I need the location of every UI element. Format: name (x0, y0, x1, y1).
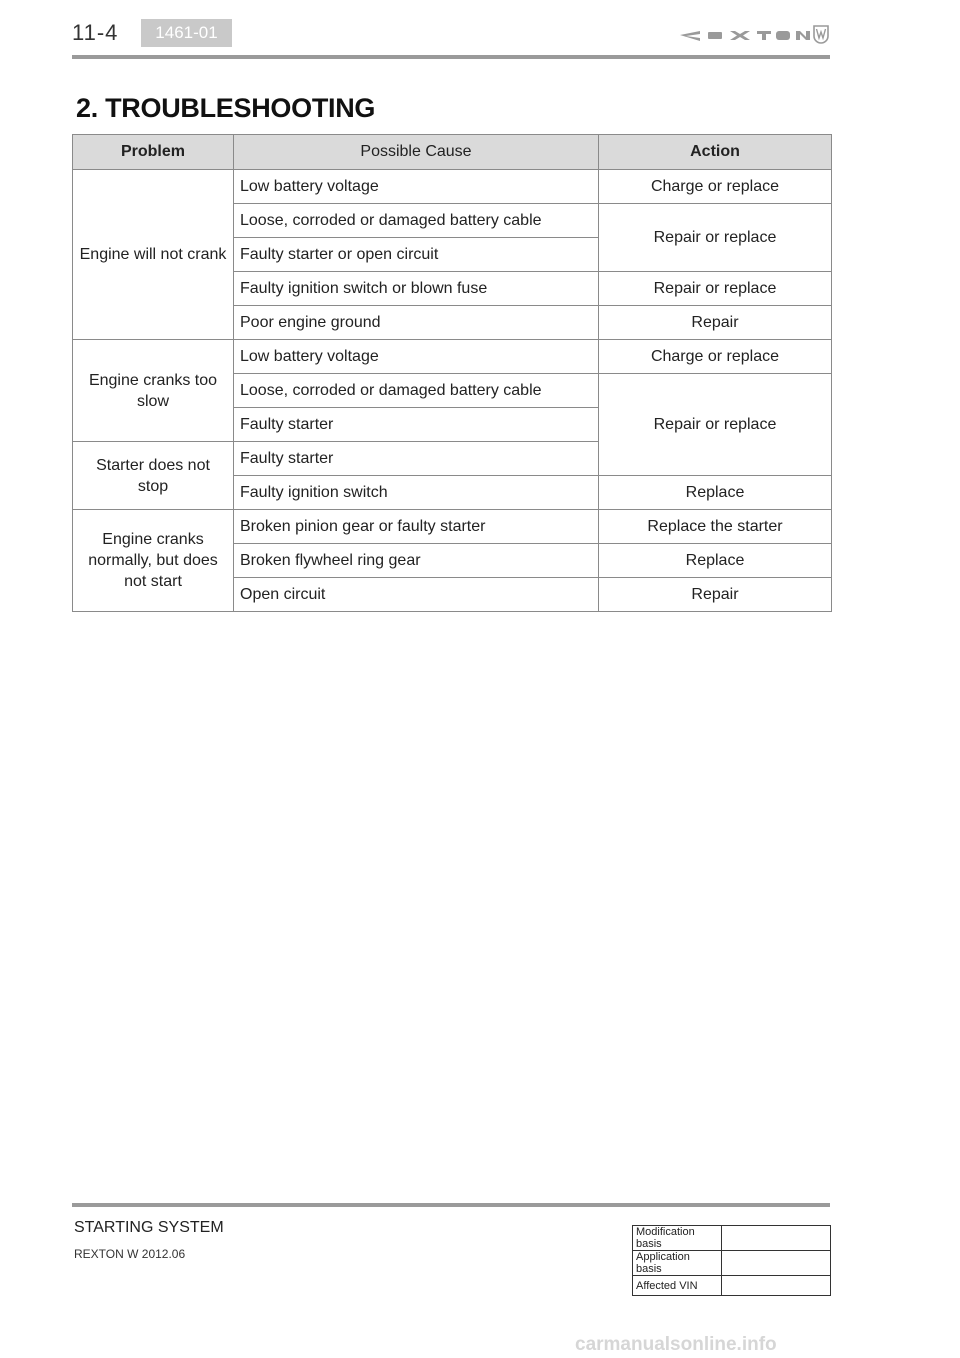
problem-cell: Starter does not stop (73, 442, 234, 510)
problem-cell: Engine cranks too slow (73, 340, 234, 442)
header-possible-cause: Possible Cause (234, 135, 599, 170)
footer-rule (72, 1203, 830, 1207)
table-row (73, 510, 832, 544)
logo-e-mark (708, 32, 722, 39)
troubleshooting-table (72, 134, 832, 612)
cause-cell: Broken flywheel ring gear (234, 544, 599, 578)
logo-x-mark (730, 31, 750, 40)
cause-cell: Poor engine ground (234, 306, 599, 340)
action-cell: Repair (599, 306, 832, 340)
action-cell: Repair or replace (599, 374, 832, 476)
action-cell: Replace (599, 476, 832, 510)
logo-t-stem (762, 34, 766, 40)
cause-cell: Broken pinion gear or faulty starter (234, 510, 599, 544)
action-cell: Replace the starter (599, 510, 832, 544)
logo-o-mark (776, 31, 790, 40)
header-action: Action (599, 135, 832, 170)
problem-cell: Engine cranks normally, but does not start (73, 510, 234, 612)
action-cell: Replace (599, 544, 832, 578)
footer-section-name: STARTING SYSTEM (74, 1219, 224, 1236)
cause-cell: Loose, corroded or damaged battery cable (234, 374, 599, 408)
cause-cell: Faulty ignition switch or blown fuse (234, 272, 599, 306)
cause-cell: Open circuit (234, 578, 599, 612)
revision-info-table (632, 1225, 831, 1296)
table-header-row (73, 135, 832, 170)
footer-model: REXTON W 2012.06 (74, 1247, 186, 1261)
logo-t-mark (757, 31, 771, 34)
action-cell: Charge or replace (599, 340, 832, 374)
table-row (633, 1226, 831, 1251)
w-emblem-icon (814, 26, 828, 43)
cause-cell: Faulty starter or open circuit (234, 238, 599, 272)
logo-n-mark (796, 31, 810, 40)
action-cell: Repair or replace (599, 272, 832, 306)
table-row (73, 170, 832, 204)
action-cell: Charge or replace (599, 170, 832, 204)
page-number: 11-4 (72, 20, 119, 45)
cause-cell: Loose, corroded or damaged battery cable (234, 204, 599, 238)
table-row (633, 1276, 831, 1296)
problem-cell: Engine will not crank (73, 170, 234, 340)
header-rule (72, 55, 830, 59)
application-basis-label: Application basis (633, 1251, 722, 1276)
cause-cell: Faulty starter (234, 408, 599, 442)
cause-cell: Low battery voltage (234, 340, 599, 374)
cause-cell: Faulty ignition switch (234, 476, 599, 510)
modification-basis-label: Modification basis (633, 1226, 722, 1251)
modification-basis-value (722, 1226, 831, 1251)
cause-cell: Low battery voltage (234, 170, 599, 204)
watermark: carmanualsonline.info (575, 1334, 777, 1355)
affected-vin-label: Affected VIN (633, 1276, 722, 1296)
logo-r-mark (680, 31, 700, 41)
brand-logo (678, 22, 830, 48)
header-problem: Problem (73, 135, 234, 170)
section-code-badge: 1461-01 (141, 19, 232, 47)
affected-vin-value (722, 1276, 831, 1296)
cause-cell: Faulty starter (234, 442, 599, 476)
application-basis-value (722, 1251, 831, 1276)
table-row (73, 340, 832, 374)
table-row (633, 1251, 831, 1276)
action-cell: Repair or replace (599, 204, 832, 272)
section-title: 2. TROUBLESHOOTING (76, 93, 376, 123)
action-cell: Repair (599, 578, 832, 612)
